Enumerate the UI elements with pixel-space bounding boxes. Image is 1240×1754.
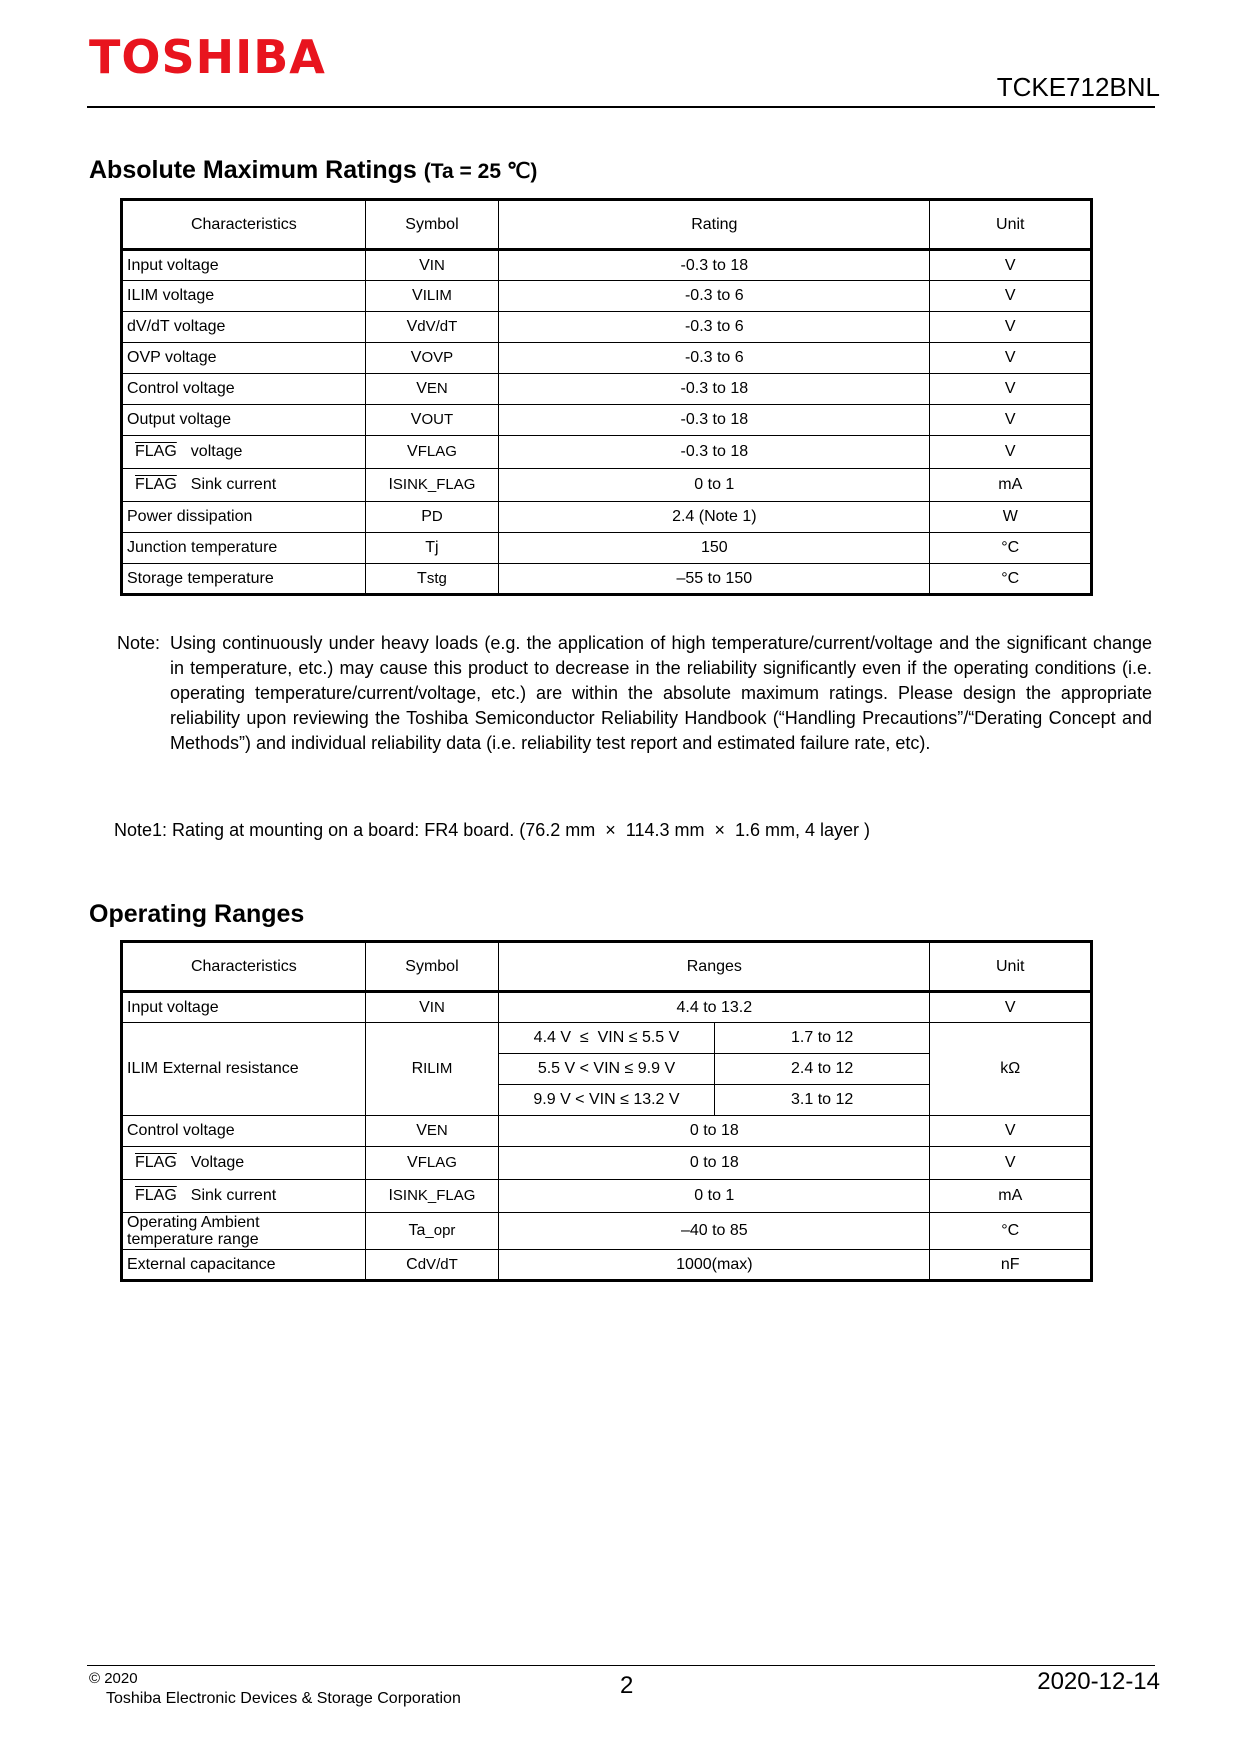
- table-row: [122, 1147, 1092, 1180]
- revision-date: 2020-12-14: [1037, 1668, 1160, 1695]
- unit-cell: °C: [930, 564, 1092, 595]
- header-cell: Rating: [499, 200, 930, 250]
- symbol-cell: CdV/dT: [365, 1250, 498, 1281]
- value-cell: 2.4 (Note 1): [499, 502, 930, 533]
- char-cell: Operating Ambient temperature range: [122, 1213, 366, 1250]
- symbol-cell: ISINK_FLAG: [365, 1180, 498, 1213]
- unit-cell: V: [930, 1147, 1092, 1180]
- char-cell: ILIM voltage: [122, 281, 366, 312]
- unit-cell: V: [930, 1116, 1092, 1147]
- table-row: [122, 992, 1092, 1023]
- note-label: Note:: [117, 633, 161, 653]
- header-cell: Characteristics: [122, 200, 366, 250]
- symbol-cell: Ta_opr: [365, 1213, 498, 1250]
- char-cell: Control voltage: [122, 1116, 366, 1147]
- table-row: [122, 312, 1092, 343]
- char-cell: Storage temperature: [122, 564, 366, 595]
- unit-cell: V: [930, 374, 1092, 405]
- flag-label: FLAG: [135, 1187, 177, 1204]
- value-cell: 0 to 18: [499, 1116, 930, 1147]
- amr-header-row: [122, 200, 1092, 250]
- unit-cell: V: [930, 312, 1092, 343]
- symbol-cell: VOUT: [365, 405, 498, 436]
- value-cell: 0 to 1: [499, 469, 930, 502]
- char-cell: Control voltage: [122, 374, 366, 405]
- note-text: Using continuously under heavy loads (e.g. the application of high temperature/current/voltage and the significant change in temperature, etc.) may cause this product to decrease in the reliability significantly even if the operating conditions (i.e. operating temperature/current/voltage, etc.) are within the absolute maximum ratings. Please design the appropriate reliability upon reviewing the Toshiba Semiconductor Reliability Handbook (“Handling Precautions”/“Derating Concept and Methods”) and individual reliability data (i.e. reliability test report and estimated failure rate, etc).: [170, 633, 1152, 753]
- symbol-cell: Tj: [365, 533, 498, 564]
- value-cell: –40 to 85: [499, 1213, 930, 1250]
- header-cell: Unit: [930, 200, 1092, 250]
- unit-cell: W: [930, 502, 1092, 533]
- symbol-cell: VFLAG: [365, 1147, 498, 1180]
- value-cell: 0 to 1: [499, 1180, 930, 1213]
- symbol-cell: VILIM: [365, 281, 498, 312]
- value-cell: -0.3 to 18: [499, 436, 930, 469]
- symbol-cell: VEN: [365, 374, 498, 405]
- char-cell: FLAG Voltage: [122, 1147, 366, 1180]
- flag-label: FLAG: [135, 476, 177, 493]
- symbol-cell: PD: [365, 502, 498, 533]
- unit-cell: V: [930, 250, 1092, 281]
- char-cell: ILIM External resistance: [122, 1023, 366, 1116]
- symbol-cell: Tstg: [365, 564, 498, 595]
- char-cell: Input voltage: [122, 250, 366, 281]
- symbol-cell: VOVP: [365, 343, 498, 374]
- value-cell: -0.3 to 18: [499, 250, 930, 281]
- copyright: © 2020: [89, 1670, 138, 1687]
- value-cell: 1000(max): [499, 1250, 930, 1281]
- header-rule: [87, 106, 1155, 108]
- amr-title: Absolute Maximum Ratings (Ta = 25 ℃): [89, 156, 538, 184]
- header-cell: Ranges: [499, 942, 930, 992]
- table-row: [122, 1213, 1092, 1250]
- unit-cell: V: [930, 992, 1092, 1023]
- value-cell: –55 to 150: [499, 564, 930, 595]
- company-name: Toshiba Electronic Devices & Storage Corporation: [106, 1690, 461, 1707]
- range-cell: 1.7 to 12: [714, 1023, 930, 1054]
- part-number: TCKE712BNL: [996, 72, 1160, 102]
- unit-cell: °C: [930, 1213, 1092, 1250]
- char-cell: Junction temperature: [122, 533, 366, 564]
- note1: Note1: Rating at mounting on a board: FR4 board. (76.2 mm × 114.3 mm × 1.6 mm, 4 layer ): [114, 820, 871, 840]
- table-row: [122, 250, 1092, 281]
- reliability-note: [117, 631, 1152, 756]
- value-cell: -0.3 to 6: [499, 312, 930, 343]
- header-cell: Unit: [930, 942, 1092, 992]
- op-header-row: [122, 942, 1092, 992]
- symbol-cell: ISINK_FLAG: [365, 469, 498, 502]
- toshiba-logo: TOSHIBA: [89, 30, 326, 84]
- char-cell: Input voltage: [122, 992, 366, 1023]
- table-row: [122, 1250, 1092, 1281]
- amr-table: [120, 198, 1093, 596]
- value-cell: -0.3 to 6: [499, 343, 930, 374]
- table-row: [122, 405, 1092, 436]
- flag-label: FLAG: [135, 1154, 177, 1171]
- table-row: [122, 533, 1092, 564]
- symbol-cell: VIN: [365, 250, 498, 281]
- unit-cell: nF: [930, 1250, 1092, 1281]
- value-cell: -0.3 to 18: [499, 405, 930, 436]
- table-row: [122, 374, 1092, 405]
- char-cell: FLAG Sink current: [122, 1180, 366, 1213]
- range-cell: 2.4 to 12: [714, 1054, 930, 1085]
- header-cell: Symbol: [365, 942, 498, 992]
- table-row: [122, 1116, 1092, 1147]
- range-cell: 3.1 to 12: [714, 1085, 930, 1116]
- unit-cell: mA: [930, 1180, 1092, 1213]
- flag-label: FLAG: [135, 443, 177, 460]
- unit-cell: V: [930, 281, 1092, 312]
- char-cell: Output voltage: [122, 405, 366, 436]
- unit-cell: mA: [930, 469, 1092, 502]
- symbol-cell: RILIM: [365, 1023, 498, 1116]
- amr-condition: (Ta = 25 ℃): [423, 160, 538, 183]
- table-row: [122, 1180, 1092, 1213]
- footer-rule: [87, 1665, 1155, 1666]
- range-cell: 4.4 to 13.2: [499, 992, 930, 1023]
- value-cell: -0.3 to 18: [499, 374, 930, 405]
- char-cell: FLAG voltage: [122, 436, 366, 469]
- char-cell: Power dissipation: [122, 502, 366, 533]
- value-cell: 150: [499, 533, 930, 564]
- char-cell: dV/dT voltage: [122, 312, 366, 343]
- table-row: [122, 343, 1092, 374]
- char-cell: FLAG Sink current: [122, 469, 366, 502]
- symbol-cell: VEN: [365, 1116, 498, 1147]
- symbol-cell: VIN: [365, 992, 498, 1023]
- char-cell: OVP voltage: [122, 343, 366, 374]
- header-cell: Characteristics: [122, 942, 366, 992]
- table-row: [122, 564, 1092, 595]
- op-title: Operating Ranges: [89, 900, 305, 928]
- condition-cell: 9.9 V < VIN ≤ 13.2 V: [499, 1085, 715, 1116]
- table-row: [122, 281, 1092, 312]
- op-table: [120, 940, 1093, 1282]
- table-row: [122, 436, 1092, 469]
- table-row: [122, 1023, 1092, 1054]
- symbol-cell: VdV/dT: [365, 312, 498, 343]
- unit-cell: V: [930, 343, 1092, 374]
- page-number: 2: [620, 1672, 634, 1699]
- table-row: [122, 469, 1092, 502]
- value-cell: -0.3 to 6: [499, 281, 930, 312]
- unit-cell: V: [930, 405, 1092, 436]
- unit-cell: V: [930, 436, 1092, 469]
- unit-cell: kΩ: [930, 1023, 1092, 1116]
- condition-cell: 4.4 V ≤ VIN ≤ 5.5 V: [499, 1023, 715, 1054]
- table-row: [122, 502, 1092, 533]
- unit-cell: °C: [930, 533, 1092, 564]
- condition-cell: 5.5 V < VIN ≤ 9.9 V: [499, 1054, 715, 1085]
- char-cell: External capacitance: [122, 1250, 366, 1281]
- header-cell: Symbol: [365, 200, 498, 250]
- value-cell: 0 to 18: [499, 1147, 930, 1180]
- symbol-cell: VFLAG: [365, 436, 498, 469]
